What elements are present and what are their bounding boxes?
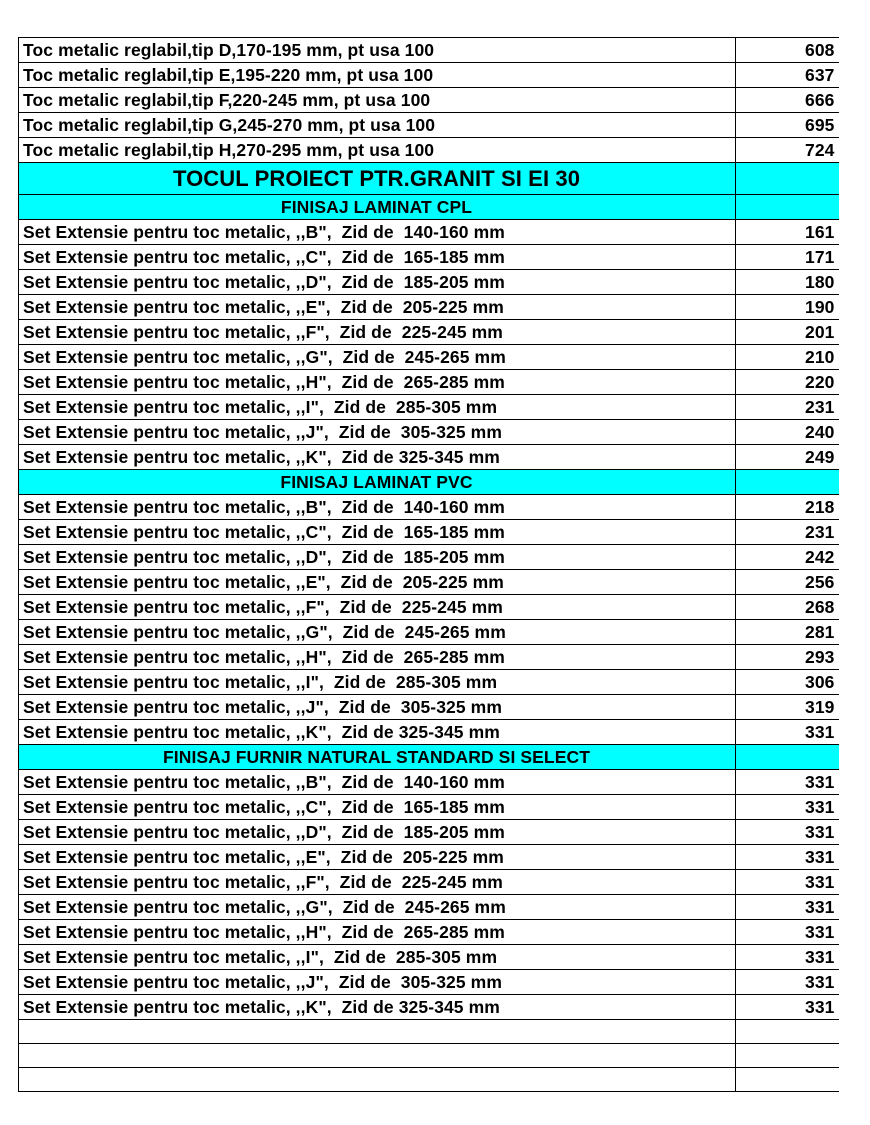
item-price: 666 (736, 88, 839, 113)
section-header-row (19, 745, 839, 770)
item-description: Set Extensie pentru toc metalic, ,,J", Zid de 305-325 mm (19, 970, 736, 995)
empty-row (19, 1020, 839, 1044)
item-description: Set Extensie pentru toc metalic, ,,I", Zid de 285-305 mm (19, 945, 736, 970)
empty-cell (736, 195, 839, 220)
table-row (19, 395, 839, 420)
table-row (19, 870, 839, 895)
table-row (19, 370, 839, 395)
item-price: 331 (736, 895, 839, 920)
item-price: 331 (736, 995, 839, 1020)
item-price: 331 (736, 770, 839, 795)
empty-cell (736, 163, 839, 195)
table-row (19, 88, 839, 113)
item-description: Set Extensie pentru toc metalic, ,,B", Zid de 140-160 mm (19, 220, 736, 245)
item-description: Set Extensie pentru toc metalic, ,,K", Zid de 325-345 mm (19, 720, 736, 745)
empty-cell (736, 1044, 839, 1068)
item-description: Set Extensie pentru toc metalic, ,,F", Zid de 225-245 mm (19, 320, 736, 345)
item-description: Set Extensie pentru toc metalic, ,,G", Zid de 245-265 mm (19, 895, 736, 920)
item-description: Set Extensie pentru toc metalic, ,,B", Zid de 140-160 mm (19, 770, 736, 795)
table-row (19, 520, 839, 545)
item-price: 231 (736, 395, 839, 420)
table-row (19, 495, 839, 520)
item-price: 331 (736, 845, 839, 870)
table-row (19, 820, 839, 845)
item-description: Set Extensie pentru toc metalic, ,,C", Zid de 165-185 mm (19, 520, 736, 545)
price-list-table (18, 37, 839, 1092)
item-description: Set Extensie pentru toc metalic, ,,K", Zid de 325-345 mm (19, 445, 736, 470)
empty-cell (736, 1020, 839, 1044)
table-row (19, 445, 839, 470)
item-description: Set Extensie pentru toc metalic, ,,F", Zid de 225-245 mm (19, 595, 736, 620)
table-row (19, 995, 839, 1020)
table-row (19, 38, 839, 63)
empty-cell (736, 470, 839, 495)
item-description: Toc metalic reglabil,tip G,245-270 mm, pt usa 100 (19, 113, 736, 138)
item-price: 161 (736, 220, 839, 245)
table-row (19, 720, 839, 745)
item-price: 695 (736, 113, 839, 138)
empty-cell (19, 1020, 736, 1044)
table-row (19, 945, 839, 970)
item-price: 331 (736, 970, 839, 995)
item-description: Set Extensie pentru toc metalic, ,,H", Zid de 265-285 mm (19, 920, 736, 945)
item-description: Toc metalic reglabil,tip E,195-220 mm, pt usa 100 (19, 63, 736, 88)
table-row (19, 770, 839, 795)
empty-cell (736, 1068, 839, 1092)
table-row (19, 245, 839, 270)
table-row (19, 138, 839, 163)
empty-cell (19, 1068, 736, 1092)
table-row (19, 895, 839, 920)
item-description: Set Extensie pentru toc metalic, ,,D", Zid de 185-205 mm (19, 820, 736, 845)
item-description: Set Extensie pentru toc metalic, ,,E", Zid de 205-225 mm (19, 295, 736, 320)
item-description: Toc metalic reglabil,tip D,170-195 mm, pt usa 100 (19, 38, 736, 63)
item-description: Set Extensie pentru toc metalic, ,,K", Zid de 325-345 mm (19, 995, 736, 1020)
table-row (19, 295, 839, 320)
item-description: Set Extensie pentru toc metalic, ,,H", Zid de 265-285 mm (19, 370, 736, 395)
item-description: Set Extensie pentru toc metalic, ,,C", Zid de 165-185 mm (19, 795, 736, 820)
section-title: FINISAJ FURNIR NATURAL STANDARD SI SELECT (19, 745, 736, 770)
section-header-row (19, 195, 839, 220)
table-row (19, 670, 839, 695)
item-price: 249 (736, 445, 839, 470)
item-description: Set Extensie pentru toc metalic, ,,H", Zid de 265-285 mm (19, 645, 736, 670)
item-price: 190 (736, 295, 839, 320)
section-title: FINISAJ LAMINAT CPL (19, 195, 736, 220)
item-description: Set Extensie pentru toc metalic, ,,D", Zid de 185-205 mm (19, 545, 736, 570)
item-price: 281 (736, 620, 839, 645)
item-price: 331 (736, 795, 839, 820)
item-price: 608 (736, 38, 839, 63)
item-price: 231 (736, 520, 839, 545)
item-price: 171 (736, 245, 839, 270)
item-price: 331 (736, 820, 839, 845)
item-description: Set Extensie pentru toc metalic, ,,C", Zid de 165-185 mm (19, 245, 736, 270)
empty-row (19, 1068, 839, 1092)
table-row (19, 595, 839, 620)
item-price: 637 (736, 63, 839, 88)
item-price: 319 (736, 695, 839, 720)
table-row (19, 845, 839, 870)
section-header-row (19, 470, 839, 495)
price-list-body (19, 38, 839, 1092)
table-row (19, 420, 839, 445)
item-price: 242 (736, 545, 839, 570)
empty-cell (19, 1044, 736, 1068)
item-price: 256 (736, 570, 839, 595)
table-row (19, 63, 839, 88)
section-title: TOCUL PROIECT PTR.GRANIT SI EI 30 (19, 163, 736, 195)
item-description: Set Extensie pentru toc metalic, ,,F", Zid de 225-245 mm (19, 870, 736, 895)
table-row (19, 270, 839, 295)
table-row (19, 320, 839, 345)
item-price: 180 (736, 270, 839, 295)
item-price: 331 (736, 720, 839, 745)
table-row (19, 570, 839, 595)
item-price: 331 (736, 870, 839, 895)
item-description: Set Extensie pentru toc metalic, ,,G", Zid de 245-265 mm (19, 620, 736, 645)
table-row (19, 620, 839, 645)
table-row (19, 695, 839, 720)
item-description: Set Extensie pentru toc metalic, ,,J", Zid de 305-325 mm (19, 420, 736, 445)
empty-cell (736, 745, 839, 770)
table-row (19, 920, 839, 945)
table-row (19, 795, 839, 820)
item-description: Set Extensie pentru toc metalic, ,,B", Zid de 140-160 mm (19, 495, 736, 520)
item-price: 240 (736, 420, 839, 445)
item-price: 331 (736, 945, 839, 970)
item-price: 306 (736, 670, 839, 695)
item-price: 293 (736, 645, 839, 670)
table-row (19, 220, 839, 245)
table-row (19, 970, 839, 995)
item-description: Set Extensie pentru toc metalic, ,,I", Zid de 285-305 mm (19, 395, 736, 420)
item-price: 268 (736, 595, 839, 620)
item-description: Set Extensie pentru toc metalic, ,,G", Zid de 245-265 mm (19, 345, 736, 370)
item-price: 331 (736, 920, 839, 945)
item-description: Toc metalic reglabil,tip F,220-245 mm, pt usa 100 (19, 88, 736, 113)
item-price: 201 (736, 320, 839, 345)
item-description: Set Extensie pentru toc metalic, ,,D", Zid de 185-205 mm (19, 270, 736, 295)
item-price: 210 (736, 345, 839, 370)
table-row (19, 545, 839, 570)
item-price: 220 (736, 370, 839, 395)
item-price: 218 (736, 495, 839, 520)
table-row (19, 645, 839, 670)
item-description: Set Extensie pentru toc metalic, ,,J", Zid de 305-325 mm (19, 695, 736, 720)
item-description: Set Extensie pentru toc metalic, ,,E", Zid de 205-225 mm (19, 570, 736, 595)
main-header-row (19, 163, 839, 195)
empty-row (19, 1044, 839, 1068)
table-row (19, 345, 839, 370)
item-price: 724 (736, 138, 839, 163)
item-description: Toc metalic reglabil,tip H,270-295 mm, pt usa 100 (19, 138, 736, 163)
item-description: Set Extensie pentru toc metalic, ,,E", Zid de 205-225 mm (19, 845, 736, 870)
item-description: Set Extensie pentru toc metalic, ,,I", Zid de 285-305 mm (19, 670, 736, 695)
section-title: FINISAJ LAMINAT PVC (19, 470, 736, 495)
table-row (19, 113, 839, 138)
